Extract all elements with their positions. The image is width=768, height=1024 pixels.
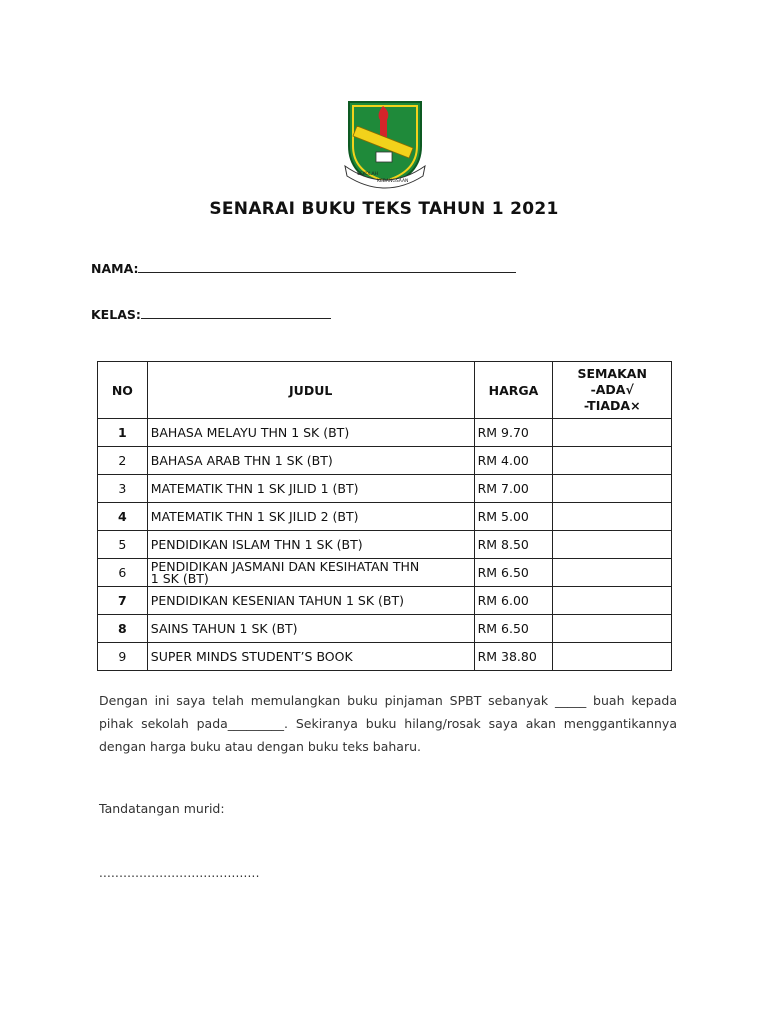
kelas-label: KELAS:	[91, 307, 141, 322]
row-no: 8	[98, 615, 148, 643]
signature-label: Tandatangan murid:	[99, 801, 225, 816]
header-semakan-line1: SEMAKAN	[577, 366, 647, 381]
nama-label: NAMA:	[91, 261, 139, 276]
row-judul: SUPER MINDS STUDENT’S BOOK	[147, 643, 474, 671]
row-harga: RM 5.00	[474, 503, 553, 531]
row-judul: BAHASA MELAYU THN 1 SK (BT)	[147, 419, 474, 447]
crest-text-bottom: KEBANGSAAN	[377, 179, 409, 184]
declaration-text: Dengan ini saya telah memulangkan buku pinjaman SPBT sebanyak _____ buah kepada pihak sekolah pada_________. Sekiranya buku hilang/rosak saya akan menggantikannya dengan harga buku atau dengan buku teks baharu.	[99, 693, 677, 754]
row-judul-line2: 1 SK (BT)	[150, 570, 209, 586]
table-row	[98, 587, 672, 615]
row-judul: SAINS TAHUN 1 SK (BT)	[147, 615, 474, 643]
table-row	[98, 419, 672, 447]
textbook-table	[97, 361, 672, 671]
row-judul: MATEMATIK THN 1 SK JILID 2 (BT)	[147, 503, 474, 531]
row-harga: RM 9.70	[474, 419, 553, 447]
row-judul-line1: PENDIDIKAN JASMANI DAN KESIHATAN THN	[150, 558, 420, 574]
row-no: 5	[98, 531, 148, 559]
row-semakan-cell[interactable]	[553, 447, 672, 475]
row-harga: RM 6.50	[474, 615, 553, 643]
row-no: 1	[98, 419, 148, 447]
header-no: NO	[98, 362, 148, 419]
row-harga: RM 38.80	[474, 643, 553, 671]
table-row	[98, 475, 672, 503]
header-judul: JUDUL	[147, 362, 474, 419]
row-no: 7	[98, 587, 148, 615]
row-judul	[147, 559, 474, 587]
nama-field	[91, 260, 516, 276]
table-header-row	[98, 362, 672, 419]
table-row	[98, 503, 672, 531]
table-row	[98, 559, 672, 587]
row-no: 2	[98, 447, 148, 475]
header-semakan	[553, 362, 672, 419]
table-row	[98, 643, 672, 671]
row-semakan-cell[interactable]	[553, 531, 672, 559]
kelas-input-line[interactable]	[141, 306, 331, 319]
row-harga: RM 6.00	[474, 587, 553, 615]
signature-line[interactable]: ........................................	[99, 866, 260, 880]
nama-input-line[interactable]	[138, 260, 516, 273]
row-semakan-cell[interactable]	[553, 475, 672, 503]
row-judul: PENDIDIKAN KESENIAN TAHUN 1 SK (BT)	[147, 587, 474, 615]
row-no: 4	[98, 503, 148, 531]
page-title: SENARAI BUKU TEKS TAHUN 1 2021	[209, 199, 559, 219]
table-row	[98, 531, 672, 559]
row-harga: RM 6.50	[474, 559, 553, 587]
row-no: 6	[98, 559, 148, 587]
row-no: 3	[98, 475, 148, 503]
header-harga: HARGA	[474, 362, 553, 419]
school-crest-logo	[343, 96, 427, 190]
kelas-field	[91, 306, 331, 322]
header-semakan-line2: -ADA√	[590, 382, 634, 397]
table-row	[98, 615, 672, 643]
row-judul: BAHASA ARAB THN 1 SK (BT)	[147, 447, 474, 475]
row-semakan-cell[interactable]	[553, 419, 672, 447]
row-semakan-cell[interactable]	[553, 503, 672, 531]
crest-text-top: SEKOLAH	[357, 172, 379, 177]
row-harga: RM 7.00	[474, 475, 553, 503]
row-harga: RM 4.00	[474, 447, 553, 475]
row-semakan-cell[interactable]	[553, 587, 672, 615]
row-no: 9	[98, 643, 148, 671]
row-judul: MATEMATIK THN 1 SK JILID 1 (BT)	[147, 475, 474, 503]
row-semakan-cell[interactable]	[553, 643, 672, 671]
row-judul: PENDIDIKAN ISLAM THN 1 SK (BT)	[147, 531, 474, 559]
row-semakan-cell[interactable]	[553, 615, 672, 643]
table-row	[98, 447, 672, 475]
header-semakan-line3: -TIADA×	[583, 398, 641, 413]
row-semakan-cell[interactable]	[553, 559, 672, 587]
row-harga: RM 8.50	[474, 531, 553, 559]
